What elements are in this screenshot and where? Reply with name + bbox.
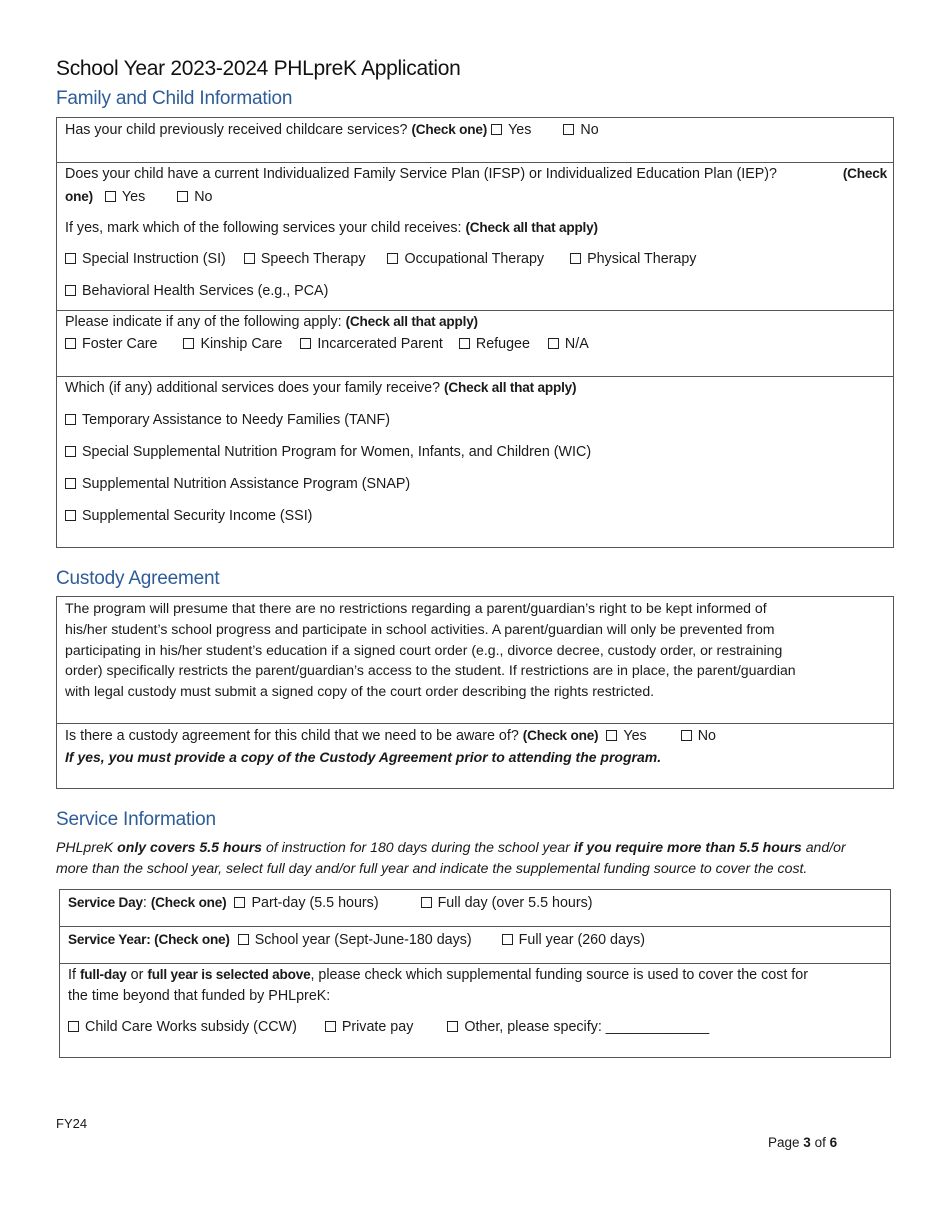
funding-text: If	[68, 967, 76, 983]
check-one-label: (Check one)	[411, 122, 488, 137]
option-label: Special Supplemental Nutrition Program for Women, Infants, and Children (WIC)	[82, 444, 592, 460]
checkbox[interactable]	[421, 897, 432, 908]
option-label: Full year (260 days)	[518, 932, 646, 948]
option-label: Physical Therapy	[587, 251, 697, 267]
custody-no-option[interactable]	[681, 726, 716, 746]
family-info-heading: Family and Child Information	[56, 88, 293, 109]
checkbox[interactable]	[570, 253, 581, 264]
apply-question: Please indicate if any of the following apply:	[65, 314, 342, 330]
page-label: Page	[768, 1135, 800, 1150]
custody-note: If yes, you must provide a copy of the Custody Agreement prior to attending the program.	[65, 749, 662, 765]
option-label: Other, please specify: _____________	[464, 1019, 710, 1035]
custody-heading: Custody Agreement	[56, 568, 220, 589]
additional-question: Which (if any) additional services does your family receive?	[65, 380, 441, 396]
checkbox[interactable]	[502, 934, 513, 945]
service-option-si[interactable]	[65, 249, 226, 269]
checkbox[interactable]	[105, 191, 116, 202]
service-day-part-option[interactable]	[234, 893, 378, 913]
footer-code: FY24	[56, 1116, 88, 1131]
option-label: Temporary Assistance to Needy Families (TANF)	[82, 412, 390, 428]
childcare-yes-option[interactable]	[491, 120, 531, 140]
intro-text: and/or	[805, 839, 846, 855]
option-label: Yes	[121, 189, 146, 205]
option-label: Behavioral Health Services (e.g., PCA)	[82, 283, 329, 299]
service-option-physical[interactable]	[570, 249, 696, 269]
service-year-full-option[interactable]	[502, 930, 645, 950]
option-label: Child Care Works subsidy (CCW)	[85, 1019, 297, 1035]
option-label: Occupational Therapy	[404, 251, 545, 267]
checkbox[interactable]	[65, 446, 76, 457]
service-heading: Service Information	[56, 809, 216, 830]
option-label: Part-day (5.5 hours)	[251, 895, 379, 911]
additional-option-ssi[interactable]	[65, 506, 312, 526]
custody-yes-option[interactable]	[606, 726, 646, 746]
checkbox[interactable]	[65, 478, 76, 489]
service-year-row	[60, 926, 890, 963]
additional-option-wic[interactable]	[65, 442, 591, 462]
page-of: of	[814, 1135, 826, 1150]
option-label: Refugee	[475, 336, 530, 352]
option-label: No	[697, 728, 716, 744]
service-day-full-option[interactable]	[421, 893, 593, 913]
option-label: Private pay	[341, 1019, 414, 1035]
custody-text-row	[57, 597, 893, 723]
childcare-question: Has your child previously received childcare services?	[65, 122, 408, 138]
check-all-label: (Check all that apply)	[444, 380, 577, 395]
apply-option-refugee[interactable]	[459, 334, 530, 354]
checkbox[interactable]	[65, 253, 76, 264]
check-one-label: one)	[65, 189, 93, 204]
checkbox[interactable]	[244, 253, 255, 264]
custody-table	[56, 596, 894, 789]
service-year-label: Service Year: (Check one)	[68, 932, 230, 947]
service-year-school-option[interactable]	[238, 930, 472, 950]
funding-line2: the time beyond that funded by PHLpreK:	[68, 988, 331, 1004]
checkbox[interactable]	[548, 338, 559, 349]
option-label: No	[194, 189, 213, 205]
checkbox[interactable]	[68, 1021, 79, 1032]
checkbox[interactable]	[491, 124, 502, 135]
checkbox[interactable]	[606, 730, 617, 741]
checkbox[interactable]	[563, 124, 574, 135]
additional-option-snap[interactable]	[65, 474, 410, 494]
option-label: Foster Care	[82, 336, 158, 352]
service-option-behavioral[interactable]	[65, 281, 328, 301]
service-day-label: Service Day	[68, 895, 143, 910]
custody-paragraph-line: his/her student’s school progress and participate in school activities. A parent/guardian will only be prevented from	[65, 620, 775, 637]
intro-emphasis: only covers 5.5 hours	[117, 839, 263, 855]
ifsp-no-option[interactable]	[177, 187, 212, 207]
funding-emphasis: full year is selected above	[147, 967, 311, 982]
check-one-label: (Check	[842, 166, 887, 181]
option-label: Special Instruction (SI)	[82, 251, 226, 267]
option-label: School year (Sept-June-180 days)	[254, 932, 472, 948]
apply-option-na[interactable]	[548, 334, 589, 354]
services-question: If yes, mark which of the following services your child receives:	[65, 220, 462, 236]
option-label: Supplemental Nutrition Assistance Program (SNAP)	[82, 476, 411, 492]
page-current: 3	[803, 1135, 811, 1150]
option-label: Full day (over 5.5 hours)	[437, 895, 593, 911]
custody-paragraph-line: participating in his/her student’s education if a signed court order (e.g., divorce decree, custody order, or restraining	[65, 641, 783, 658]
colon: :	[142, 895, 147, 911]
ifsp-question: Does your child have a current Individualized Family Service Plan (IFSP) or Individualized Education Plan (IEP)?	[65, 166, 778, 182]
family-info-table	[56, 117, 894, 548]
apply-row	[57, 310, 893, 376]
checkbox[interactable]	[177, 191, 188, 202]
checkbox[interactable]	[300, 338, 311, 349]
checkbox[interactable]	[65, 338, 76, 349]
check-all-label: (Check all that apply)	[465, 220, 598, 235]
service-table	[59, 889, 891, 1058]
option-label: Kinship Care	[200, 336, 283, 352]
intro-emphasis: if you require more than 5.5 hours	[573, 839, 802, 855]
page-title: School Year 2023-2024 PHLpreK Application	[56, 57, 461, 80]
childcare-row	[57, 118, 893, 162]
intro-text: PHLpreK	[56, 839, 114, 855]
service-option-occupational[interactable]	[387, 249, 544, 269]
intro-text: of instruction for 180 days during the school year	[265, 839, 570, 855]
funding-text: or	[130, 967, 144, 983]
check-one-label: (Check one)	[522, 728, 599, 743]
checkbox[interactable]	[325, 1021, 336, 1032]
option-label: Yes	[623, 728, 647, 744]
option-label: Yes	[508, 122, 532, 138]
funding-row	[60, 963, 890, 1058]
custody-question: Is there a custody agreement for this child that we need to be aware of?	[65, 728, 519, 744]
checkbox[interactable]	[459, 338, 470, 349]
custody-paragraph-line: order) specifically restricts the parent/guardian’s access to the student. If restrictions are in place, the parent/guardian	[65, 662, 796, 679]
checkbox[interactable]	[681, 730, 692, 741]
service-day-row	[60, 890, 890, 926]
ifsp-yes-option[interactable]	[105, 187, 145, 207]
check-one-label: (Check one)	[150, 895, 227, 910]
custody-paragraph-line: The program will presume that there are no restrictions regarding a parent/guardian’s right to be kept informed of	[65, 600, 767, 616]
page-number	[768, 1135, 837, 1150]
option-label: Supplemental Security Income (SSI)	[82, 508, 313, 524]
funding-emphasis: full-day	[79, 967, 127, 982]
additional-services-row	[57, 376, 893, 548]
checkbox[interactable]	[65, 285, 76, 296]
funding-text: , please check which supplemental funding source is used to cover the cost for	[310, 967, 808, 983]
checkbox[interactable]	[65, 414, 76, 425]
checkbox[interactable]	[447, 1021, 458, 1032]
option-label: N/A	[564, 336, 589, 352]
service-intro-line2: more than the school year, select full day and/or full year and indicate the supplemental funding source to cover the cost.	[56, 860, 808, 876]
option-label: Incarcerated Parent	[317, 336, 443, 352]
service-intro-line1	[56, 837, 846, 857]
funding-ccw-option[interactable]	[68, 1017, 297, 1037]
option-label: Speech Therapy	[260, 251, 366, 267]
service-option-speech[interactable]	[244, 249, 366, 269]
custody-paragraph-line: with legal custody must submit a signed copy of the court order describing the rights restricted.	[65, 683, 655, 700]
checkbox[interactable]	[65, 510, 76, 521]
checkbox[interactable]	[387, 253, 398, 264]
checkbox[interactable]	[183, 338, 194, 349]
funding-private-option[interactable]	[325, 1017, 414, 1037]
checkbox[interactable]	[238, 934, 249, 945]
custody-question-row	[57, 723, 893, 789]
custody-paragraph	[65, 598, 796, 702]
page-total: 6	[829, 1135, 838, 1150]
apply-option-incarcerated[interactable]	[300, 334, 443, 354]
check-all-label: (Check all that apply)	[345, 314, 478, 329]
option-label: No	[580, 122, 599, 138]
checkbox[interactable]	[234, 897, 245, 908]
ifsp-row	[57, 162, 893, 310]
apply-option-foster[interactable]	[65, 334, 157, 354]
additional-option-tanf[interactable]	[65, 410, 390, 430]
funding-other-option[interactable]	[447, 1017, 709, 1037]
apply-option-kinship[interactable]	[183, 334, 282, 354]
childcare-no-option[interactable]	[563, 120, 598, 140]
